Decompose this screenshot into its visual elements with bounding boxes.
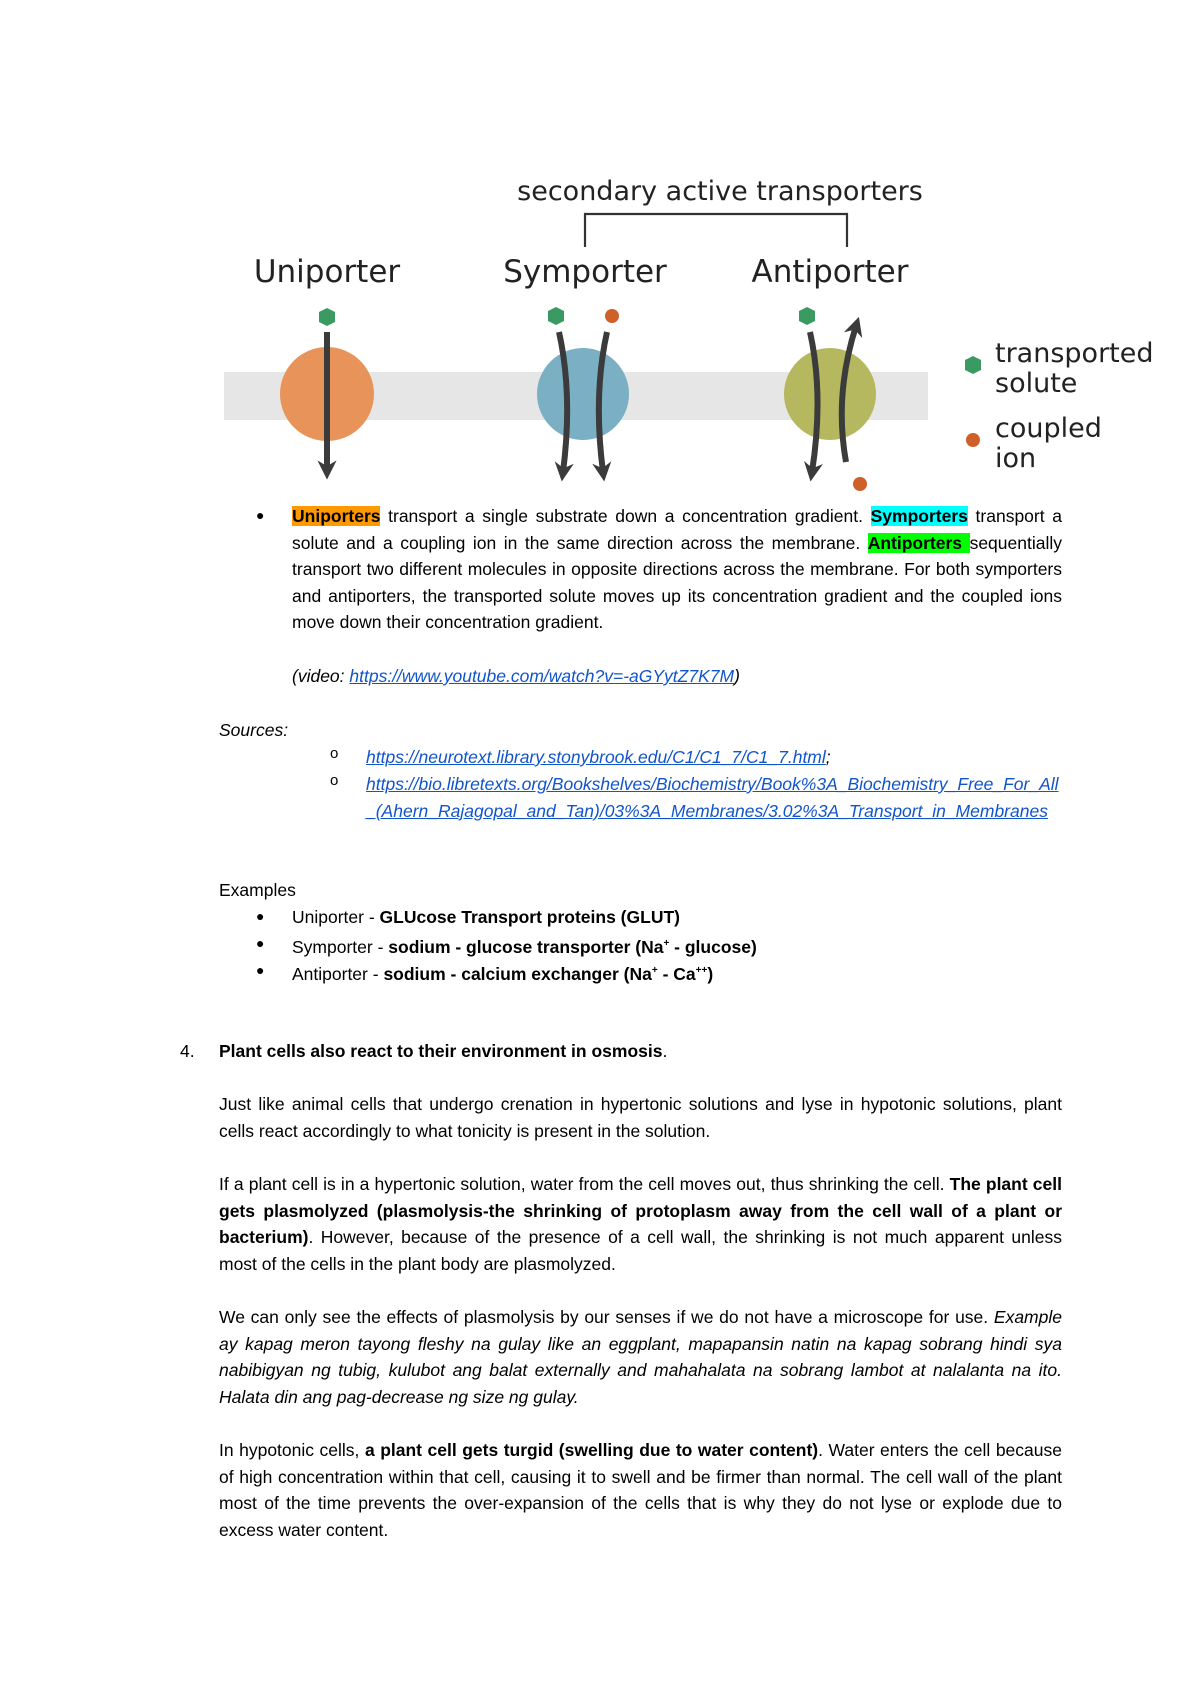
legend-solute-line2: solute: [995, 368, 1078, 399]
example-bullet-2: ●: [256, 935, 265, 951]
source-bullet-2: o: [330, 772, 339, 789]
source-bullet-1: o: [330, 745, 339, 762]
section-number: 4.: [180, 1041, 195, 1061]
symporter-title: Symporter: [503, 254, 667, 290]
source-link-2[interactable]: https://bio.libretexts.org/Bookshelves/Biochemistry/Book%3A_Biochemistry_Free_For_All_(Ahern_Rajagopal_and_Tan)/03%3A_Membranes/3.02%3A_Transport_in_Membranes: [366, 774, 1059, 821]
symporter-ion-icon: [605, 309, 619, 323]
example-item-3: Antiporter - sodium - calcium exchanger (Na+ - Ca++): [292, 963, 714, 984]
senses-paragraph: We can only see the effects of plasmolysis by our senses if we do not have a microscope for use. Example ay kapag meron tayong fleshy na gulay like an eggplant, mapapansin natin na kapag sobrang hindi sya nabibigyan ng tubig, kulubot ang balat externally and mahahalata na sobrang lambot at nalalanta na ito. Halata din ang pag-decrease ng size ng gulay.: [219, 1307, 1062, 1407]
section-heading: Plant cells also react to their environment in osmosis.: [219, 1041, 668, 1061]
group-bracket: [585, 214, 847, 247]
example-bullet-3: ●: [256, 962, 265, 978]
legend-solute-icon: [965, 356, 981, 374]
source-item-2: [366, 771, 1066, 824]
uniporter-solute-icon: [319, 308, 335, 326]
antiporter-ion-icon: [853, 477, 867, 491]
source-item-1: https://neurotext.library.stonybrook.edu/C1/C1_7/C1_7.html;: [366, 747, 831, 767]
examples-label: Examples: [219, 880, 296, 900]
legend-ion-line2: ion: [995, 443, 1037, 474]
uniporters-highlight: Uniporters: [292, 506, 381, 526]
group-label: secondary active transporters: [517, 176, 923, 207]
example-item-1: Uniporter - GLUcose Transport proteins (GLUT): [292, 907, 680, 927]
legend-solute-line1: transported: [995, 338, 1154, 369]
example-bullet-1: ●: [256, 908, 265, 924]
antiporter-title: Antiporter: [751, 254, 909, 290]
source-link-1[interactable]: https://neurotext.library.stonybrook.edu/C1/C1_7/C1_7.html: [366, 747, 826, 767]
antiporter-protein: [784, 348, 876, 440]
symporters-highlight: Symporters: [870, 506, 968, 526]
crenation-paragraph: Just like animal cells that undergo crenation in hypertonic solutions and lyse in hypotonic solutions, plant cells react accordingly to what tonicity is present in the solution.: [219, 1094, 1062, 1141]
hypertonic-paragraph: If a plant cell is in a hypertonic solution, water from the cell moves out, thus shrinking the cell. The plant cell gets plasmolyzed (plasmolysis-the shrinking of protoplasm away from the cell wall of a plant or bacterium). However, because of the presence of a cell wall, the shrinking is not much apparent unless most of the cells in the plant body are plasmolyzed.: [219, 1174, 1062, 1274]
symporter-protein: [537, 348, 629, 440]
video-line: (video: https://www.youtube.com/watch?v=-aGYytZ7K7M): [292, 666, 740, 686]
antiporters-highlight: Antiporters: [867, 532, 970, 553]
transporter-diagram: [0, 0, 1200, 500]
hypotonic-paragraph: In hypotonic cells, a plant cell gets turgid (swelling due to water content). Water enters the cell because of high concentration within that cell, causing it to swell and be firmer than normal. The cell wall of the plant most of the time prevents the over-expansion of the cells that is why they do not lyse or explode due to excess water content.: [219, 1440, 1062, 1540]
antiporter-solute-icon: [799, 307, 815, 325]
legend-ion-line1: coupled: [995, 413, 1102, 444]
symporter-solute-icon: [548, 307, 564, 325]
transporter-paragraph: Uniporters transport a single substrate down a concentration gradient. Symporters transport a solute and a coupling ion in the same direction across the membrane. Antiporters sequentially transport two different molecules in opposite directions across the membrane. For both symporters and antiporters, the transported solute moves up its concentration gradient and the coupled ions move down their concentration gradient.: [292, 506, 1062, 633]
legend-ion-icon: [966, 433, 980, 447]
example-item-2: Symporter - sodium - glucose transporter (Na+ - glucose): [292, 936, 757, 957]
uniporter-title: Uniporter: [253, 254, 401, 290]
sources-label: Sources:: [219, 720, 289, 740]
bullet-dot: ●: [256, 507, 265, 523]
video-link[interactable]: https://www.youtube.com/watch?v=-aGYytZ7K7M: [349, 666, 735, 686]
